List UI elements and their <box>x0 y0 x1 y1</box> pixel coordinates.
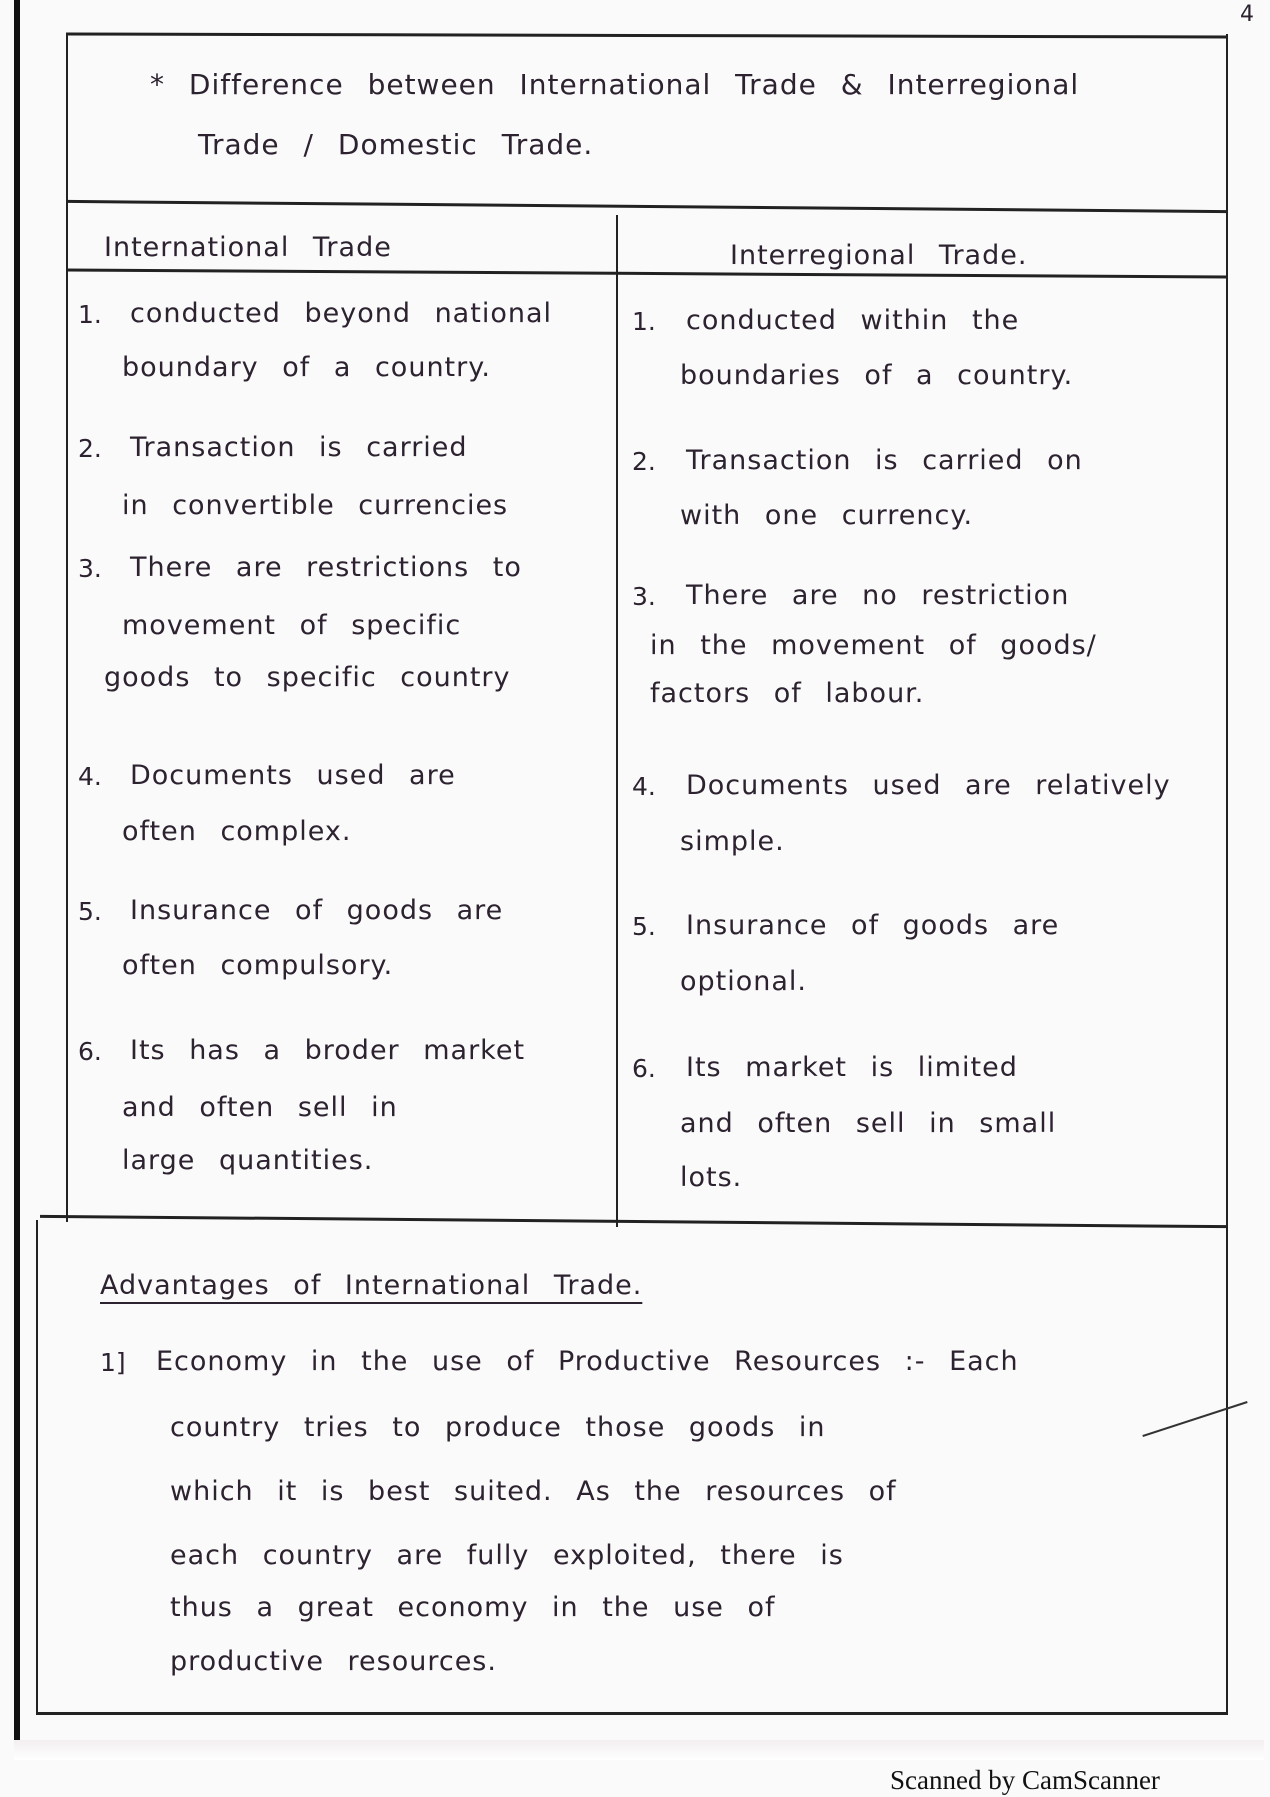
cell-line-interregional: optional. <box>680 966 808 997</box>
row-number-right: 2. <box>632 447 656 476</box>
page-left-border <box>36 1220 38 1714</box>
cell-line-interregional: Insurance of goods are <box>686 910 1060 941</box>
advantages-line: each country are fully exploited, there is <box>170 1540 844 1571</box>
cell-line-international: and often sell in <box>122 1092 398 1123</box>
advantages-line: Economy in the use of Productive Resources :- Each <box>156 1346 1019 1377</box>
check-mark-icon <box>1142 1401 1247 1437</box>
cell-line-international: conducted beyond national <box>130 298 552 329</box>
cell-line-international: often complex. <box>122 816 352 847</box>
title-line: Trade / Domestic Trade. <box>198 128 594 161</box>
cell-line-interregional: Transaction is carried on <box>686 445 1083 476</box>
header-interregional: Interregional Trade. <box>730 240 1028 271</box>
cell-line-interregional: There are no restriction <box>686 580 1070 611</box>
cell-line-interregional: Its market is limited <box>686 1052 1018 1083</box>
page-right-border <box>1226 34 1228 1714</box>
advantages-line: productive resources. <box>170 1646 497 1677</box>
scan-edge <box>14 0 20 1760</box>
row-number-left: 5. <box>78 897 102 926</box>
cell-line-international: large quantities. <box>122 1145 374 1176</box>
advantages-item-number: 1] <box>100 1348 126 1377</box>
cell-line-international: in convertible currencies <box>122 490 509 521</box>
cell-line-interregional: factors of labour. <box>650 678 925 709</box>
row-number-left: 4. <box>78 762 102 791</box>
page-number: 4 <box>1240 2 1254 27</box>
row-number-left: 2. <box>78 434 102 463</box>
cell-line-international: goods to specific country <box>104 662 511 693</box>
cell-line-international: Insurance of goods are <box>130 895 504 926</box>
cell-line-international: boundary of a country. <box>122 352 491 383</box>
advantages-heading: Advantages of International Trade. <box>100 1270 643 1301</box>
cell-line-interregional: lots. <box>680 1162 743 1193</box>
advantages-line: country tries to produce those goods in <box>170 1412 826 1443</box>
row-number-left: 1. <box>78 300 102 329</box>
cell-line-interregional: simple. <box>680 826 785 857</box>
table-top-border <box>66 32 1228 38</box>
cell-line-interregional: in the movement of goods/ <box>650 630 1097 661</box>
row-number-right: 4. <box>632 772 656 801</box>
row-number-right: 1. <box>632 307 656 336</box>
scan-shadow <box>14 1740 1264 1760</box>
row-number-right: 6. <box>632 1054 656 1083</box>
page-bottom-border <box>36 1712 1228 1715</box>
cell-line-international: often compulsory. <box>122 950 394 981</box>
scanner-watermark: Scanned by CamScanner <box>890 1765 1160 1795</box>
cell-line-interregional: boundaries of a country. <box>680 360 1074 391</box>
cell-line-interregional: Documents used are relatively <box>686 770 1171 801</box>
advantages-line: thus a great economy in the use of <box>170 1592 776 1623</box>
column-divider <box>616 215 618 1227</box>
advantages-line: which it is best suited. As the resources of <box>170 1476 897 1507</box>
row-number-right: 5. <box>632 912 656 941</box>
header-international: International Trade <box>104 232 392 263</box>
table-left-border <box>66 34 68 1222</box>
row-number-left: 6. <box>78 1037 102 1066</box>
cell-line-international: Documents used are <box>130 760 456 791</box>
cell-line-international: Transaction is carried <box>130 432 468 463</box>
cell-line-interregional: conducted within the <box>686 305 1020 336</box>
title-line: * Difference between International Trade & Interregional <box>150 68 1080 101</box>
row-number-right: 3. <box>632 582 656 611</box>
cell-line-international: movement of specific <box>122 610 462 641</box>
cell-line-international: Its has a broder market <box>130 1035 526 1066</box>
header-top-border <box>66 200 1228 213</box>
row-number-left: 3. <box>78 554 102 583</box>
cell-line-international: There are restrictions to <box>130 552 522 583</box>
cell-line-interregional: and often sell in small <box>680 1108 1057 1139</box>
cell-line-interregional: with one currency. <box>680 500 974 531</box>
table-bottom-border <box>40 1215 1228 1228</box>
header-bottom-border <box>66 268 1228 278</box>
